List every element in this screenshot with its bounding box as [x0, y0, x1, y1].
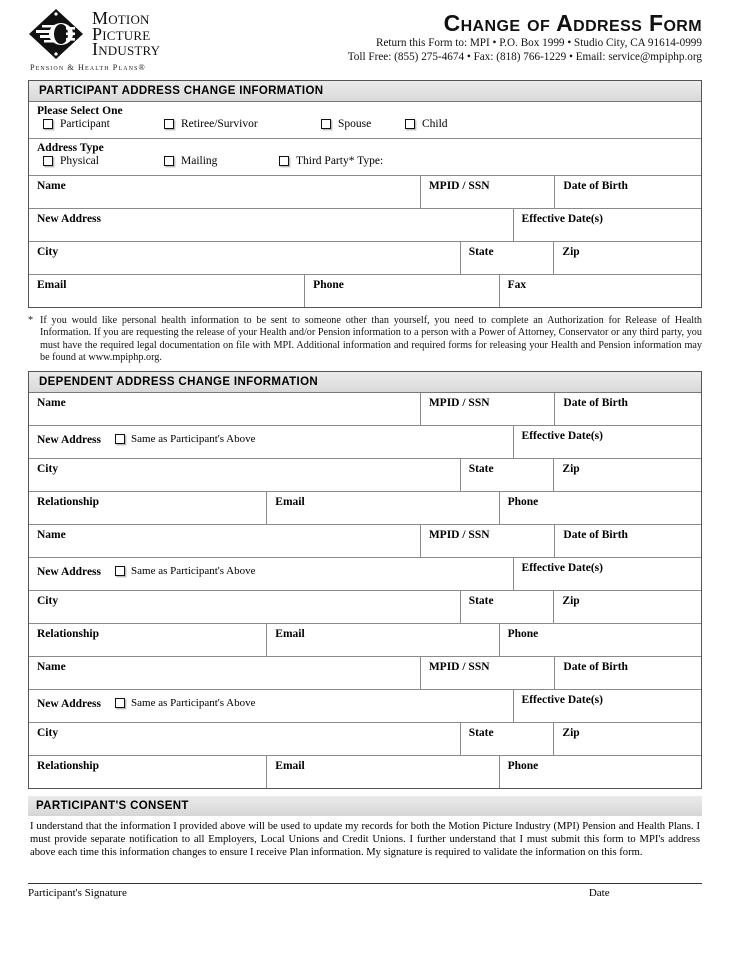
checkbox-same-as-participant-label: Same as Participant's Above: [131, 696, 256, 709]
field-mpid-ssn[interactable]: [421, 393, 556, 425]
field-effective-dates[interactable]: [514, 558, 701, 590]
checkbox-physical-label: Physical: [60, 155, 99, 167]
field-zip[interactable]: [554, 459, 701, 491]
field-mpid-ssn-label: MPID / SSN: [428, 660, 490, 673]
address-type-row: [29, 139, 701, 176]
field-state[interactable]: [461, 591, 555, 623]
consent-heading: PARTICIPANT'S CONSENT: [28, 796, 702, 816]
field-city-label: City: [37, 726, 59, 739]
footnote-text: If you would like personal health information to be sent to someone other than yourself, you need to complete an Authorization for Release of Health Information. If you are requesting the release of your Health and/or Pension information to a person with a Power of Attorney, Conservator or any third party, you must have the required legal documentation on file with MPI. Additional information and required forms for releasing your Health and Pension information may be found at www.mpiphp.org.: [40, 315, 702, 364]
field-zip-label: Zip: [562, 594, 580, 607]
field-relationship-label: Relationship: [37, 495, 99, 508]
field-dob-label: Date of Birth: [563, 180, 628, 192]
checkbox-retiree-survivor-label: Retiree/Survivor: [181, 118, 258, 130]
participant-section-heading: PARTICIPANT ADDRESS CHANGE INFORMATION: [29, 80, 701, 102]
checkbox-mailing-label: Mailing: [181, 155, 218, 167]
field-new-address-label: New Address: [37, 697, 102, 710]
checkbox-child[interactable]: [405, 118, 448, 130]
field-date-of-birth[interactable]: [555, 393, 701, 425]
select-one-row: [29, 102, 701, 139]
field-new-address-label: New Address: [37, 565, 102, 578]
field-state-label: State: [468, 594, 494, 607]
dependent-city-row: [29, 459, 701, 492]
field-relationship-label: Relationship: [37, 627, 99, 640]
field-effective-dates-label: Effective Date(s): [521, 561, 603, 574]
dependent-name-row: [29, 657, 701, 690]
field-new-address[interactable]: [29, 209, 514, 241]
field-email-label: Email: [275, 627, 305, 640]
field-zip-label: Zip: [562, 726, 580, 739]
dependent-city-row: [29, 591, 701, 624]
checkbox-spouse-label: Spouse: [338, 118, 372, 130]
field-effective-dates[interactable]: [514, 209, 701, 241]
logo-line-industry: Industry: [92, 39, 161, 60]
field-state-label: State: [468, 462, 494, 475]
field-zip-label: Zip: [562, 246, 580, 258]
field-state[interactable]: [461, 723, 555, 755]
field-new-address-label: New Address: [37, 213, 102, 225]
field-city-label: City: [37, 462, 59, 475]
footnote: [28, 315, 702, 365]
field-date-of-birth[interactable]: [555, 525, 701, 557]
checkbox-box-icon[interactable]: [279, 156, 289, 166]
return-address-line: Return this Form to: MPI • P.O. Box 1999 • Studio City, CA 91614-0999: [376, 37, 702, 49]
field-phone[interactable]: [305, 275, 499, 307]
field-email[interactable]: [267, 756, 499, 788]
checkbox-same-as-participant[interactable]: [115, 565, 256, 577]
checkbox-same-as-participant-label: Same as Participant's Above: [131, 564, 256, 577]
checkbox-same-as-participant-label: Same as Participant's Above: [131, 432, 256, 445]
checkbox-retiree-survivor[interactable]: [164, 118, 258, 130]
checkbox-box-icon[interactable]: [43, 119, 53, 129]
checkbox-box-icon[interactable]: [43, 156, 53, 166]
field-zip-label: Zip: [562, 462, 580, 475]
logo-tagline: Pension & Health Plans®: [30, 63, 146, 72]
dependent-section-heading: DEPENDENT ADDRESS CHANGE INFORMATION: [29, 371, 701, 393]
field-mpid-ssn-label: MPID / SSN: [428, 180, 490, 192]
logo-line-motion: Motion: [92, 8, 150, 29]
field-name-label: Name: [37, 396, 66, 409]
dependent-city-row: [29, 723, 701, 756]
date-label: Date: [588, 887, 610, 900]
checkbox-physical[interactable]: [43, 155, 99, 167]
dependent-new-address-row: [29, 690, 701, 723]
participant-name-row: [29, 176, 701, 209]
participant-contact-row: [29, 275, 701, 307]
address-type-title: Address Type: [37, 142, 104, 154]
field-name-label: Name: [37, 528, 66, 541]
dependent-relationship-row: [29, 756, 701, 788]
field-phone-label: Phone: [507, 759, 539, 772]
field-relationship-label: Relationship: [37, 759, 99, 772]
field-city[interactable]: [29, 591, 461, 623]
field-relationship[interactable]: [29, 492, 267, 524]
checkbox-same-as-participant[interactable]: [115, 433, 256, 445]
dependent-relationship-row: [29, 492, 701, 525]
field-city[interactable]: [29, 242, 461, 274]
participant-city-row: [29, 242, 701, 275]
field-effective-dates[interactable]: [514, 426, 701, 458]
consent-text: I understand that the information I provided above will be used to update my records for both the Motion Picture Industry (MPI) Pension and Health Plans. I must provide separate notification to all Employers, Local Unions and Credit Unions. I further understand that I must submit this form to MPI's address above each time this information changes to ensure I receive Plan information. My signature is required to validate the information on this form.: [30, 820, 700, 859]
field-email[interactable]: [267, 624, 499, 656]
checkbox-participant[interactable]: [43, 118, 110, 130]
mpi-diamond-logo-icon: [28, 8, 84, 60]
field-fax-label: Fax: [507, 279, 527, 291]
field-fax[interactable]: [500, 275, 701, 307]
field-effective-dates-label: Effective Date(s): [521, 693, 603, 706]
checkbox-child-label: Child: [422, 118, 448, 130]
checkbox-box-icon[interactable]: [405, 119, 415, 129]
checkbox-third-party[interactable]: [279, 155, 383, 167]
logo-wordmark: [92, 10, 160, 58]
field-city[interactable]: [29, 459, 461, 491]
field-name-label: Name: [37, 660, 66, 673]
field-name[interactable]: [29, 657, 421, 689]
field-city[interactable]: [29, 723, 461, 755]
dependent-name-row: [29, 525, 701, 558]
form-header: [0, 0, 735, 80]
checkbox-mailing[interactable]: [164, 155, 217, 167]
field-email[interactable]: [267, 492, 499, 524]
field-dob-label: Date of Birth: [563, 528, 628, 541]
dependent-new-address-row: [29, 558, 701, 591]
participant-address-section: [28, 80, 702, 308]
field-email[interactable]: [29, 275, 305, 307]
field-state-label: State: [468, 726, 494, 739]
select-one-title: Please Select One: [37, 105, 123, 117]
field-state[interactable]: [461, 459, 555, 491]
field-dob-label: Date of Birth: [563, 396, 628, 409]
field-mpid-ssn-label: MPID / SSN: [428, 528, 490, 541]
logo-line-picture: Picture: [92, 23, 151, 44]
checkbox-spouse[interactable]: [321, 118, 371, 130]
field-effective-dates-label: Effective Date(s): [521, 429, 603, 442]
field-state-label: State: [468, 246, 494, 258]
field-relationship[interactable]: [29, 624, 267, 656]
field-zip[interactable]: [554, 242, 701, 274]
checkbox-same-as-participant[interactable]: [115, 697, 256, 709]
field-new-address[interactable]: [29, 558, 514, 590]
field-date-of-birth[interactable]: [555, 176, 701, 208]
dependent-name-row: [29, 393, 701, 426]
checkbox-box-icon[interactable]: [115, 566, 125, 576]
field-phone-label: Phone: [313, 279, 344, 291]
checkbox-box-icon[interactable]: [115, 698, 125, 708]
field-zip[interactable]: [554, 591, 701, 623]
mpi-logo: [28, 8, 228, 72]
participant-consent-section: [28, 796, 702, 860]
dependent-relationship-row: [29, 624, 701, 657]
field-name[interactable]: [29, 176, 421, 208]
field-new-address[interactable]: [29, 690, 514, 722]
field-relationship[interactable]: [29, 756, 267, 788]
field-dob-label: Date of Birth: [563, 660, 628, 673]
checkbox-box-icon[interactable]: [321, 119, 331, 129]
checkbox-box-icon[interactable]: [164, 156, 174, 166]
field-mpid-ssn[interactable]: [421, 525, 556, 557]
field-zip[interactable]: [554, 723, 701, 755]
signature-block: [28, 883, 702, 899]
field-date-of-birth[interactable]: [555, 657, 701, 689]
contact-phone-line: Toll Free: (855) 275-4674 • Fax: (818) 766-1229 • Email: service@mpiphp.org: [347, 51, 702, 63]
field-mpid-ssn-label: MPID / SSN: [428, 396, 490, 409]
field-phone[interactable]: [500, 492, 701, 524]
checkbox-third-party-label: Third Party* Type:: [296, 155, 384, 167]
dependent-new-address-row: [29, 426, 701, 459]
field-name[interactable]: [29, 393, 421, 425]
signature-label: Participant's Signature: [28, 887, 127, 900]
field-state[interactable]: [461, 242, 555, 274]
field-phone[interactable]: [500, 624, 701, 656]
checkbox-box-icon[interactable]: [115, 434, 125, 444]
field-email-label: Email: [275, 495, 305, 508]
field-new-address[interactable]: [29, 426, 514, 458]
field-city-label: City: [37, 246, 59, 258]
field-mpid-ssn[interactable]: [421, 176, 556, 208]
field-mpid-ssn[interactable]: [421, 657, 556, 689]
participant-new-address-row: [29, 209, 701, 242]
field-email-label: Email: [275, 759, 305, 772]
checkbox-participant-label: Participant: [60, 118, 110, 130]
dependent-address-section: [28, 371, 702, 789]
field-phone-label: Phone: [507, 495, 539, 508]
field-effective-dates[interactable]: [514, 690, 701, 722]
field-effective-dates-label: Effective Date(s): [521, 213, 603, 225]
footnote-marker: *: [28, 315, 34, 326]
field-name[interactable]: [29, 525, 421, 557]
field-phone-label: Phone: [507, 627, 539, 640]
field-city-label: City: [37, 594, 59, 607]
field-email-label: Email: [37, 279, 67, 291]
field-new-address-label: New Address: [37, 433, 102, 446]
field-phone[interactable]: [500, 756, 701, 788]
checkbox-box-icon[interactable]: [164, 119, 174, 129]
header-title-block: [348, 8, 702, 64]
field-name-label: Name: [37, 180, 66, 192]
page-title: Change of Address Form: [443, 10, 702, 36]
